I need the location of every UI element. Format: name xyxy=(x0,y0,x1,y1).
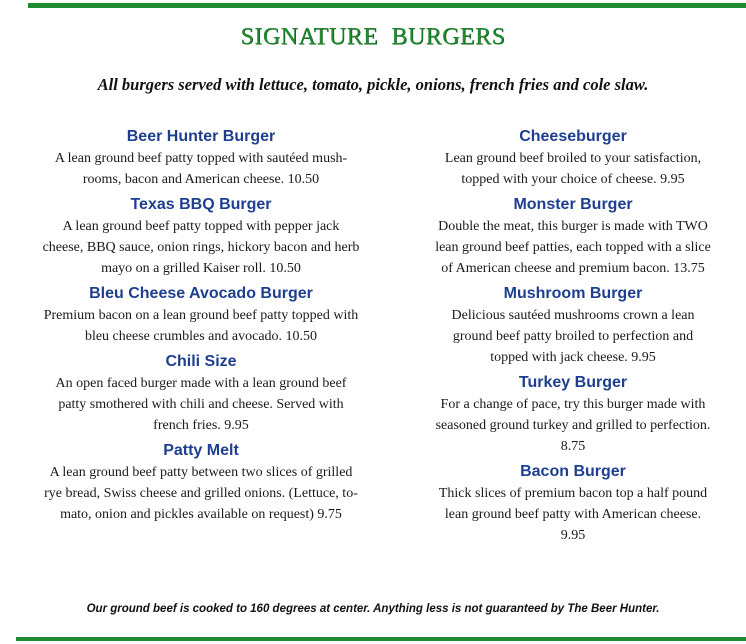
item-description: Lean ground beef broiled to your satisfaction, topped with your choice of cheese. 9.95 xyxy=(444,151,702,187)
item-name: Beer Hunter Burger xyxy=(126,128,276,145)
item-description: A lean ground beef patty between two slices of grilled rye bread, Swiss cheese and grilled onions. (Lettuce, to- mato, onion and pickles available on request) 9.75 xyxy=(44,465,358,522)
menu-item-patty-melt xyxy=(18,440,384,525)
bottom-divider xyxy=(16,637,746,641)
item-description: A lean ground beef patty topped with sautéed mush- rooms, bacon and American cheese. 10.50 xyxy=(54,151,348,187)
left-column xyxy=(18,126,384,529)
menu-item-beer-hunter-burger xyxy=(18,126,384,190)
top-divider xyxy=(28,3,746,8)
item-name: Bleu Cheese Avocado Burger xyxy=(89,285,313,302)
menu-subtitle: All burgers served with lettuce, tomato, pickle, onions, french fries and cole slaw. xyxy=(97,75,649,94)
item-description: A lean ground beef patty topped with pepper jack cheese, BBQ sauce, onion rings, hickory bacon and herb mayo on a grilled Kaiser roll. 10.50 xyxy=(42,219,360,276)
menu-item-bacon-burger xyxy=(410,461,736,546)
menu-item-monster-burger xyxy=(410,194,736,279)
menu-item-mushroom-burger xyxy=(410,283,736,368)
item-name: Cheeseburger xyxy=(519,128,627,145)
item-name: Monster Burger xyxy=(513,196,633,213)
item-description: For a change of pace, try this burger made with seasoned ground turkey and grilled to perfection. 8.75 xyxy=(435,397,711,454)
item-description: Delicious sautéed mushrooms crown a lean ground beef patty broiled to perfection and topped with jack cheese. 9.95 xyxy=(451,308,695,365)
right-column xyxy=(410,126,736,550)
footer-note: Our ground beef is cooked to 160 degrees at center. Anything less is not guaranteed by The Beer Hunter. xyxy=(86,603,660,615)
menu-item-texas-bbq-burger xyxy=(18,194,384,279)
menu-item-turkey-burger xyxy=(410,372,736,457)
menu-item-bleu-cheese-avocado-burger xyxy=(18,283,384,347)
item-name: Bacon Burger xyxy=(520,463,626,480)
item-name: Patty Melt xyxy=(163,442,239,459)
item-description: An open faced burger made with a lean ground beef patty smothered with chili and cheese. Served with french fries. 9.95 xyxy=(55,376,347,433)
item-description: Thick slices of premium bacon top a half pound lean ground beef patty with American cheese. 9.95 xyxy=(438,486,708,543)
menu-title: SIGNATURE BURGERS xyxy=(240,24,506,50)
item-name: Turkey Burger xyxy=(518,374,628,391)
item-description: Double the meat, this burger is made with TWO lean ground beef patties, each topped with a slice of American cheese and premium bacon. 13.75 xyxy=(435,219,711,276)
item-name: Texas BBQ Burger xyxy=(130,196,272,213)
item-name: Chili Size xyxy=(165,353,237,370)
menu-item-chili-size xyxy=(18,351,384,436)
menu-item-cheeseburger xyxy=(410,126,736,190)
item-name: Mushroom Burger xyxy=(503,285,643,302)
item-description: Premium bacon on a lean ground beef patty topped with bleu cheese crumbles and avocado. 10.50 xyxy=(43,308,359,344)
